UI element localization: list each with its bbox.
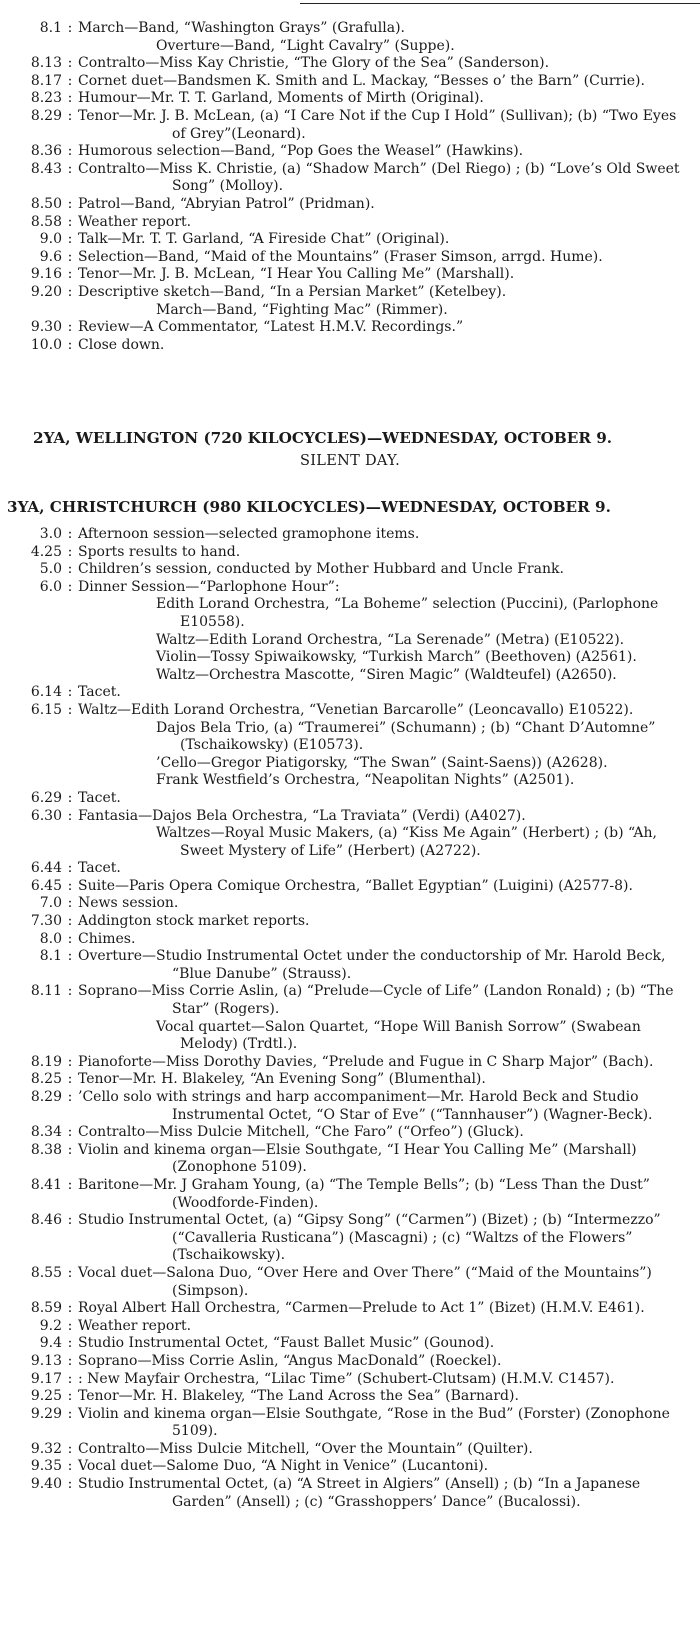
programme-item	[0, 667, 700, 685]
programme-item	[0, 825, 700, 860]
item-text: Humorous selection—Band, “Pop Goes the Weasel” (Hawkins).	[78, 143, 524, 160]
item-text: Fantasia—Dajos Bela Orchestra, “La Traviata” (Verdi) (A4027).	[78, 807, 526, 824]
item-time: 6.15	[30, 701, 62, 718]
programme-item	[0, 1212, 700, 1265]
item-text: News session.	[78, 895, 179, 912]
time-separator	[62, 720, 78, 755]
item-time: 8.43	[30, 160, 62, 177]
item-text: Tenor—Mr. H. Blakeley, “The Land Across the Sea” (Barnard).	[78, 1388, 519, 1405]
item-time: 9.25	[30, 1388, 62, 1405]
programme-item	[0, 684, 700, 702]
time-separator: :	[67, 1264, 73, 1281]
item-time	[0, 632, 62, 650]
time-separator: :	[67, 1141, 73, 1158]
item-time: 9.4	[39, 1335, 62, 1352]
programme-item	[0, 1124, 700, 1142]
time-separator	[62, 596, 78, 631]
item-time: 9.17	[30, 1370, 62, 1387]
item-time	[0, 667, 62, 685]
programme-item	[0, 1441, 700, 1459]
time-separator	[62, 667, 78, 685]
programme-item	[0, 143, 700, 161]
item-time: 5.0	[39, 561, 62, 578]
item-text: Review—A Commentator, “Latest H.M.V. Recordings.”	[78, 319, 464, 336]
item-text: Vocal duet—Salome Duo, “A Night in Venice” (Lucantoni).	[78, 1458, 489, 1475]
station-heading-2ya: 2YA, WELLINGTON (720 KILOCYCLES)—WEDNESDAY, OCTOBER 9.	[33, 429, 613, 447]
time-separator: :	[67, 1317, 73, 1334]
time-separator: :	[67, 1071, 73, 1088]
programme-item	[0, 1265, 700, 1300]
item-time: 9.35	[30, 1458, 62, 1475]
item-time	[0, 720, 62, 755]
time-separator: :	[67, 1124, 73, 1141]
time-separator: :	[67, 160, 73, 177]
item-text: Talk—Mr. T. T. Garland, “A Fireside Chat” (Original).	[78, 231, 450, 248]
item-text: Overture—Studio Instrumental Octet under the conductorship of Mr. Harold Beck, “Blue Danube” (Strauss).	[78, 948, 666, 982]
programme-item	[0, 196, 700, 214]
item-text: Sports results to hand.	[78, 543, 241, 560]
item-text: Contralto—Miss Kay Christie, “The Glory of the Sea” (Sanderson).	[78, 55, 550, 72]
programme-item	[0, 1089, 700, 1124]
programme-list-continued	[0, 20, 700, 354]
item-text: Frank Westfield’s Orchestra, “Neapolitan Nights” (A2501).	[156, 772, 575, 789]
programme-item	[0, 526, 700, 544]
time-separator	[62, 38, 78, 56]
item-time: 8.23	[30, 90, 62, 107]
item-text: Dinner Session—“Parlophone Hour”:	[78, 578, 340, 595]
time-separator: :	[67, 195, 73, 212]
time-separator: :	[67, 55, 73, 72]
time-separator: :	[67, 1440, 73, 1457]
item-text: Humour—Mr. T. T. Garland, Moments of Mirth (Original).	[78, 90, 484, 107]
item-text: Vocal quartet—Salon Quartet, “Hope Will Banish Sorrow” (Swabean Melody) (Trdtl.).	[156, 1018, 641, 1053]
time-separator: :	[67, 283, 73, 300]
item-text: Tenor—Mr. J. B. McLean, (a) “I Care Not if the Cup I Hold” (Sullivan); (b) “Two Eyes of Grey”(Leonard).	[78, 107, 677, 142]
item-text: Weather report.	[78, 213, 192, 230]
item-text: Descriptive sketch—Band, “In a Persian Market” (Ketelbey).	[78, 283, 507, 300]
time-separator: :	[67, 1300, 73, 1317]
item-time: 9.32	[30, 1440, 62, 1457]
time-separator: :	[67, 1370, 73, 1387]
programme-item	[0, 1458, 700, 1476]
item-text: ’Cello—Gregor Piatigorsky, “The Swan” (Saint-Saens)) (A2628).	[156, 754, 608, 771]
item-time: 8.38	[30, 1141, 62, 1158]
item-time: 9.16	[30, 266, 62, 283]
item-time: 9.6	[39, 248, 62, 265]
item-time: 8.41	[30, 1176, 62, 1193]
time-separator: :	[67, 1053, 73, 1070]
item-time: 8.46	[30, 1212, 62, 1229]
time-separator: :	[67, 266, 73, 283]
top-rule	[300, 3, 700, 4]
item-time: 6.45	[30, 877, 62, 894]
time-separator: :	[67, 20, 73, 36]
time-separator: :	[67, 913, 73, 930]
item-text: Contralto—Miss K. Christie, (a) “Shadow March” (Del Riego) ; (b) “Love’s Old Sweet Song” (Molloy).	[78, 160, 680, 195]
time-separator: :	[67, 1212, 73, 1229]
time-separator: :	[67, 319, 73, 336]
item-text: Violin and kinema organ—Elsie Southgate, “Rose in the Bud” (Forster) (Zonophone 5109).	[78, 1405, 670, 1440]
programme-item	[0, 1318, 700, 1336]
time-separator: :	[67, 1388, 73, 1405]
programme-item	[0, 284, 700, 302]
time-separator: :	[67, 248, 73, 265]
time-separator: :	[67, 1458, 73, 1475]
item-time: 10.0	[30, 336, 62, 353]
item-text: Tacet.	[78, 860, 121, 877]
programme-item	[0, 214, 700, 232]
item-text: Studio Instrumental Octet, (a) “Gipsy Song” (“Carmen”) (Bizet) ; (b) “Intermezzo” (“Cavalleria Rusticana”) (Mascagni) ; (c) “Waltzs of the Flowers” (Tschaikowsky).	[78, 1212, 661, 1264]
programme-item	[0, 266, 700, 284]
item-time: 9.2	[39, 1317, 62, 1334]
programme-item	[0, 931, 700, 949]
time-separator: :	[67, 107, 73, 124]
programme-item	[0, 579, 700, 597]
programme-item	[0, 808, 700, 826]
programme-item	[0, 983, 700, 1018]
programme-item	[0, 772, 700, 790]
item-time	[0, 649, 62, 667]
time-separator	[62, 825, 78, 860]
programme-item	[0, 790, 700, 808]
programme-item	[0, 720, 700, 755]
time-separator: :	[67, 877, 73, 894]
time-separator: :	[67, 684, 73, 701]
programme-item	[0, 1335, 700, 1353]
programme-item	[0, 90, 700, 108]
item-time	[0, 1019, 62, 1054]
item-text: Selection—Band, “Maid of the Mountains” (Fraser Simson, arrgd. Hume).	[78, 248, 603, 265]
programme-item	[0, 1142, 700, 1177]
time-separator: :	[67, 1405, 73, 1422]
item-time: 8.25	[30, 1071, 62, 1088]
programme-item	[0, 649, 700, 667]
item-time	[0, 302, 62, 320]
programme-item	[0, 561, 700, 579]
programme-item	[0, 1476, 700, 1511]
programme-item	[0, 1071, 700, 1089]
item-text: Vocal duet—Salona Duo, “Over Here and Over There” (“Maid of the Mountains”) (Simpson).	[78, 1264, 652, 1299]
item-text: Patrol—Band, “Abryian Patrol” (Pridman).	[78, 195, 375, 212]
item-text: Tenor—Mr. H. Blakeley, “An Evening Song” (Blumenthal).	[78, 1071, 486, 1088]
programme-item	[0, 1019, 700, 1054]
programme-item	[0, 1054, 700, 1072]
item-time: 8.36	[30, 143, 62, 160]
item-time: 6.0	[39, 578, 62, 595]
item-time: 8.55	[30, 1264, 62, 1281]
item-text: Soprano—Miss Corrie Aslin, (a) “Prelude—Cycle of Life” (Landon Ronald) ; (b) “The Star” (Rogers).	[78, 983, 674, 1018]
time-separator: :	[67, 578, 73, 595]
item-text: Royal Albert Hall Orchestra, “Carmen—Prelude to Act 1” (Bizet) (H.M.V. E461).	[78, 1300, 645, 1317]
item-time	[0, 755, 62, 773]
programme-item	[0, 895, 700, 913]
item-text: Pianoforte—Miss Dorothy Davies, “Prelude and Fugue in C Sharp Major” (Bach).	[78, 1053, 654, 1070]
programme-item	[0, 55, 700, 73]
programme-item	[0, 544, 700, 562]
item-time: 8.0	[39, 930, 62, 947]
item-text: Baritone—Mr. J Graham Young, (a) “The Temple Bells”; (b) “Less Than the Dust” (Woodforde-Finden).	[78, 1176, 650, 1211]
item-time: 9.29	[30, 1405, 62, 1422]
item-time: 9.0	[39, 231, 62, 248]
item-text: Children’s session, conducted by Mother Hubbard and Uncle Frank.	[78, 561, 564, 578]
programme-item	[0, 231, 700, 249]
item-text: Weather report.	[78, 1317, 192, 1334]
programme-item	[0, 161, 700, 196]
programme-item	[0, 632, 700, 650]
time-separator: :	[67, 1089, 73, 1105]
time-separator: :	[67, 143, 73, 160]
item-text: Overture—Band, “Light Cavalry” (Suppe).	[156, 37, 455, 54]
programme-item	[0, 1388, 700, 1406]
programme-item	[0, 302, 700, 320]
time-separator	[62, 1019, 78, 1054]
programme-item	[0, 860, 700, 878]
item-text: Dajos Bela Trio, (a) “Traumerei” (Schumann) ; (b) “Chant D’Automne” (Tschaikowsky) (E10573).	[156, 719, 656, 754]
item-time: 9.40	[30, 1476, 62, 1493]
programme-item	[0, 319, 700, 337]
item-text: Studio Instrumental Octet, (a) “A Street in Algiers” (Ansell) ; (b) “In a Japanese Garden” (Ansell) ; (c) “Grasshoppers’ Dance” (Bucalossi).	[78, 1476, 641, 1510]
item-text: Contralto—Miss Dulcie Mitchell, “Che Faro” (“Orfeo”) (Gluck).	[78, 1124, 524, 1141]
time-separator: :	[67, 948, 73, 965]
item-time: 8.50	[30, 195, 62, 212]
programme-item	[0, 337, 700, 355]
item-time	[0, 38, 62, 56]
item-text: Addington stock market reports.	[78, 913, 310, 930]
programme-item	[0, 249, 700, 267]
item-time: 6.29	[30, 789, 62, 806]
programme-item	[0, 1371, 700, 1389]
item-time: 6.30	[30, 807, 62, 824]
item-text: Waltz—Edith Lorand Orchestra, “Venetian Barcarolle” (Leoncavallo) E10522).	[78, 701, 634, 718]
item-text: Waltz—Edith Lorand Orchestra, “La Serenade” (Metra) (E10522).	[156, 631, 625, 648]
time-separator: :	[67, 860, 73, 877]
item-time: 8.59	[30, 1300, 62, 1317]
programme-item	[0, 702, 700, 720]
item-time: 6.14	[30, 684, 62, 701]
item-time: 7.0	[39, 895, 62, 912]
programme-list-3ya	[0, 526, 700, 1511]
item-time: 3.0	[39, 526, 62, 542]
time-separator: :	[67, 543, 73, 560]
item-text: Soprano—Miss Corrie Aslin, “Angus MacDonald” (Roeckel).	[78, 1352, 502, 1369]
item-time: 7.30	[30, 913, 62, 930]
programme-item	[0, 878, 700, 896]
time-separator: :	[67, 213, 73, 230]
item-time: 8.1	[39, 20, 62, 36]
item-time: 8.1	[39, 948, 62, 965]
item-time: 4.25	[30, 543, 62, 560]
item-text: Waltz—Orchestra Mascotte, “Siren Magic” (Waldteufel) (A2650).	[156, 666, 617, 683]
time-separator	[62, 302, 78, 320]
item-text: Chimes.	[78, 930, 136, 947]
item-text: Studio Instrumental Octet, “Faust Ballet Music” (Gounod).	[78, 1335, 495, 1352]
time-separator: :	[67, 983, 73, 1000]
item-text: ’Cello solo with strings and harp accompaniment—Mr. Harold Beck and Studio Instrumental Octet, “O Star of Eve” (“Tannhauser”) (Wagner-Beck).	[78, 1089, 653, 1123]
item-text: Tacet.	[78, 684, 121, 701]
item-time: 9.20	[30, 283, 62, 300]
programme-item	[0, 1177, 700, 1212]
time-separator: :	[67, 1176, 73, 1193]
item-time: 9.30	[30, 319, 62, 336]
item-time: 8.13	[30, 55, 62, 72]
item-time: 6.44	[30, 860, 62, 877]
item-text: Waltzes—Royal Music Makers, (a) “Kiss Me Again” (Herbert) ; (b) “Ah, Sweet Mystery of Life” (Herbert) (A2722).	[156, 825, 657, 859]
item-text: Violin and kinema organ—Elsie Southgate, “I Hear You Calling Me” (Marshall) (Zonophone 5109).	[78, 1141, 637, 1176]
item-text: March—Band, “Fighting Mac” (Rimmer).	[156, 301, 448, 318]
item-time: 8.17	[30, 72, 62, 89]
time-separator: :	[67, 561, 73, 578]
item-text: Tacet.	[78, 789, 121, 806]
item-time: 8.29	[30, 107, 62, 124]
item-text: Close down.	[78, 336, 165, 353]
item-time: 8.34	[30, 1124, 62, 1141]
programme-item	[0, 1300, 700, 1318]
programme-item	[0, 38, 700, 56]
time-separator	[62, 649, 78, 667]
item-time	[0, 825, 62, 860]
time-separator	[62, 632, 78, 650]
item-time: 8.19	[30, 1053, 62, 1070]
time-separator: :	[67, 789, 73, 806]
time-separator	[62, 755, 78, 773]
station-heading-3ya: 3YA, CHRISTCHURCH (980 KILOCYCLES)—WEDNESDAY, OCTOBER 9.	[7, 498, 611, 516]
time-separator: :	[67, 807, 73, 824]
time-separator: :	[67, 701, 73, 718]
time-separator: :	[67, 526, 73, 542]
programme-item	[0, 73, 700, 91]
item-text: Edith Lorand Orchestra, “La Boheme” selection (Puccini), (Parlophone E10558).	[156, 596, 659, 630]
item-text: March—Band, “Washington Grays” (Grafulla).	[78, 20, 406, 36]
time-separator: :	[67, 231, 73, 248]
item-time	[0, 596, 62, 631]
item-text: Suite—Paris Opera Comique Orchestra, “Ballet Egyptian” (Luigini) (A2577-8).	[78, 877, 633, 894]
time-separator: :	[67, 336, 73, 353]
item-time: 8.11	[30, 983, 62, 1000]
programme-item	[0, 1353, 700, 1371]
item-text: : New Mayfair Orchestra, “Lilac Time” (Schubert-Clutsam) (H.M.V. C1457).	[78, 1370, 615, 1387]
item-text: Cornet duet—Bandsmen K. Smith and L. Mackay, “Besses o’ the Barn” (Currie).	[78, 72, 645, 89]
programme-item	[0, 108, 700, 143]
item-time: 8.58	[30, 213, 62, 230]
time-separator: :	[67, 895, 73, 912]
programme-item	[0, 20, 700, 38]
time-separator: :	[67, 90, 73, 107]
programme-item	[0, 1406, 700, 1441]
time-separator	[62, 772, 78, 790]
item-time: 8.29	[30, 1089, 62, 1105]
programme-item	[0, 596, 700, 631]
time-separator: :	[67, 1476, 73, 1493]
silent-day-notice: SILENT DAY.	[300, 453, 400, 469]
programme-item	[0, 755, 700, 773]
item-text: Violin—Tossy Spiwaikowsky, “Turkish March” (Beethoven) (A2561).	[156, 649, 637, 666]
time-separator: :	[67, 930, 73, 947]
item-time	[0, 772, 62, 790]
programme-item	[0, 913, 700, 931]
time-separator: :	[67, 1335, 73, 1352]
programme-item	[0, 948, 700, 983]
item-text: Contralto—Miss Dulcie Mitchell, “Over the Mountain” (Quilter).	[78, 1440, 533, 1457]
item-text: Afternoon session—selected gramophone items.	[78, 526, 420, 542]
item-text: Tenor—Mr. J. B. McLean, “I Hear You Calling Me” (Marshall).	[78, 266, 515, 283]
time-separator: :	[67, 72, 73, 89]
time-separator: :	[67, 1352, 73, 1369]
item-time: 9.13	[30, 1352, 62, 1369]
